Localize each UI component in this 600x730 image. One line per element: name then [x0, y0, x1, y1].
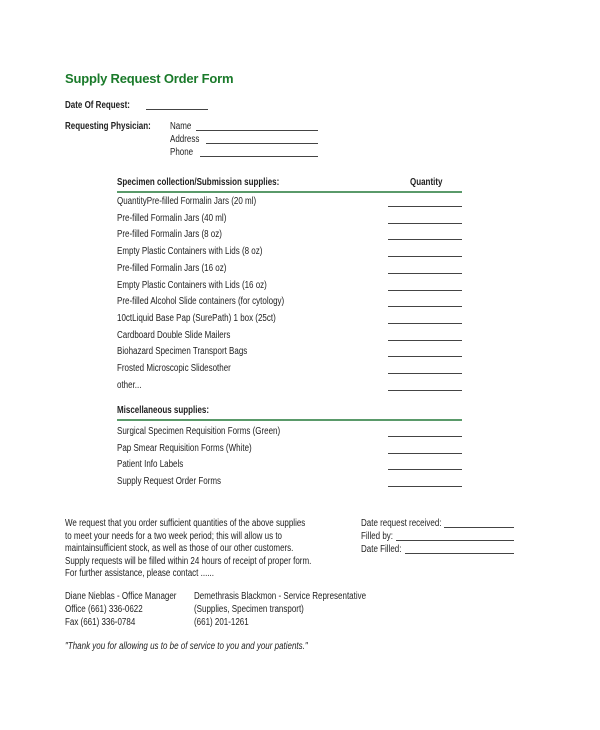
quantity-field[interactable] — [388, 486, 462, 487]
supply-item-label: Pre-filled Formalin Jars (16 oz) — [117, 262, 227, 274]
filled-by-label: Filled by: — [361, 531, 394, 542]
filled-by-field[interactable] — [396, 540, 514, 541]
name-label: Name — [170, 121, 192, 132]
address-field[interactable] — [206, 143, 318, 144]
contact-line: (Supplies, Specimen transport) — [194, 603, 304, 615]
thanks-note: "Thank you for allowing us to be of service to you and your patients." — [65, 641, 308, 652]
date-received-field[interactable] — [444, 527, 514, 528]
notice-line: We request that you order sufficient quantities of the above supplies — [65, 518, 306, 529]
date-received-label: Date request received: — [361, 518, 442, 529]
supply-item-label: Biohazard Specimen Transport Bags — [117, 346, 248, 358]
phone-label: Phone — [170, 147, 194, 158]
date-filled-field[interactable] — [405, 553, 514, 554]
notice-line: maintainsufficient stock, as well as those of our other customers. — [65, 543, 294, 554]
quantity-field[interactable] — [388, 256, 462, 257]
supply-item-label: Empty Plastic Containers with Lids (8 oz) — [117, 246, 263, 258]
supply-item-label: 10ctLiquid Base Pap (SurePath) 1 box (25ct) — [117, 312, 276, 324]
quantity-field[interactable] — [388, 469, 462, 470]
misc-item-label: Patient Info Labels — [117, 459, 184, 471]
contact-line: Office (661) 336-0622 — [65, 603, 143, 615]
misc-item-label: Supply Request Order Forms — [117, 476, 222, 488]
phone-field[interactable] — [200, 156, 318, 157]
quantity-field[interactable] — [388, 436, 462, 437]
quantity-field[interactable] — [388, 306, 462, 307]
quantity-field[interactable] — [388, 390, 462, 391]
supply-item-label: Pre-filled Formalin Jars (40 ml) — [117, 212, 227, 224]
supply-item-label: Frosted Microscopic Slidesother — [117, 363, 231, 374]
supply-item-label: Pre-filled Alcohol Slide containers (for cytology) — [117, 296, 285, 308]
contact-line: Fax (661) 336-0784 — [65, 616, 136, 628]
quantity-field[interactable] — [388, 356, 462, 357]
date-of-request-label: Date Of Request: — [65, 100, 130, 111]
quantity-field[interactable] — [388, 206, 462, 207]
contact-line: Demethrasis Blackmon - Service Representative — [194, 591, 367, 602]
notice-line: to meet your needs for a two week period; this will allow us to — [65, 530, 282, 542]
quantity-field[interactable] — [388, 340, 462, 341]
requesting-physician-label: Requesting Physician: — [65, 121, 151, 132]
form-title: Supply Request Order Form — [65, 71, 234, 86]
date-filled-label: Date Filled: — [361, 544, 402, 555]
supply-item-label: Empty Plastic Containers with Lids (16 oz) — [117, 279, 267, 291]
section-rule — [117, 191, 462, 193]
supply-item-label: Cardboard Double Slide Mailers — [117, 329, 231, 341]
date-of-request-field[interactable] — [146, 109, 208, 110]
supply-item-label: Pre-filled Formalin Jars (8 oz) — [117, 229, 222, 241]
supply-item-label: QuantityPre-filled Formalin Jars (20 ml) — [117, 196, 257, 207]
misc-item-label: Surgical Specimen Requisition Forms (Green) — [117, 426, 281, 437]
quantity-field[interactable] — [388, 373, 462, 374]
contact-line: Diane Nieblas - Office Manager — [65, 591, 177, 602]
quantity-field[interactable] — [388, 453, 462, 454]
contact-line: (661) 201-1261 — [194, 616, 249, 628]
supply-item-label: other... — [117, 379, 142, 391]
specimen-header: Specimen collection/Submission supplies: — [117, 177, 280, 188]
quantity-header: Quantity — [410, 177, 443, 188]
quantity-field[interactable] — [388, 290, 462, 291]
address-label: Address — [170, 134, 200, 145]
quantity-field[interactable] — [388, 223, 462, 224]
notice-line: Supply requests will be filled within 24 hours of receipt of proper form. — [65, 555, 312, 567]
quantity-field[interactable] — [388, 239, 462, 240]
misc-item-label: Pap Smear Requisition Forms (White) — [117, 442, 252, 454]
name-field[interactable] — [196, 130, 318, 131]
section-rule — [117, 419, 462, 421]
quantity-field[interactable] — [388, 323, 462, 324]
misc-header: Miscellaneous supplies: — [117, 405, 210, 416]
quantity-field[interactable] — [388, 273, 462, 274]
notice-line: For further assistance, please contact ...... — [65, 568, 214, 579]
